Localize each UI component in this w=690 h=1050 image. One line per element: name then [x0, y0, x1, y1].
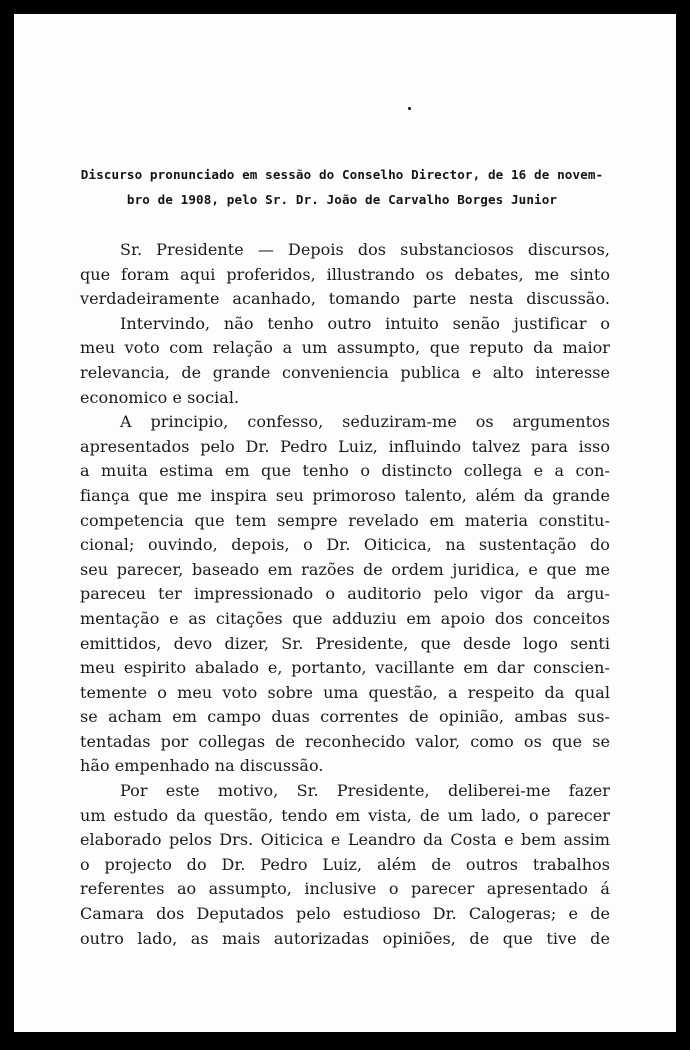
text-line: Intervindo, não tenho outro intuito senão justificar o [120, 313, 610, 333]
text-line: economico e social. [80, 387, 240, 407]
speech-body [80, 238, 610, 951]
text-line: A principio, confesso, seduziram-me os argumentos [120, 412, 610, 432]
text-line: Sr. Presidente — Depois dos substanciosos discursos, [120, 240, 610, 259]
text-line: outro lado, as mais autorizadas opiniões, de que tive de [80, 928, 610, 948]
speech-heading [54, 162, 630, 212]
text-line: competencia que tem sempre revelado em materia constitu- [80, 510, 610, 530]
text-line: temente o meu voto sobre uma questão, a respeito da qual [80, 682, 610, 702]
text-line: fiança que me inspira seu primoroso talento, além da grande [80, 485, 610, 505]
heading-line: Discurso pronunciado em sessão do Conselho Director, de 16 de novem- [80, 167, 604, 182]
text-line: o projecto do Dr. Pedro Luiz, além de outros trabalhos [80, 854, 610, 874]
document-page [14, 14, 676, 1032]
text-line: verdadeiramente acanhado, tomando parte nesta discussão. [80, 289, 610, 309]
text-line: a muita estima em que tenho o distincto collega e a con- [80, 461, 610, 481]
text-line: Camara dos Deputados pelo estudioso Dr. Calogeras; e de [80, 904, 610, 924]
text-line: tentadas por collegas de reconhecido valor, como os que se [80, 731, 610, 751]
text-line: apresentados pelo Dr. Pedro Luiz, influindo talvez para isso [80, 436, 610, 456]
heading-line: bro de 1908, pelo Sr. Dr. João de Carvalho Borges Junior [126, 192, 558, 207]
text-line: cional; ouvindo, depois, o Dr. Oiticica, na sustentação do [80, 535, 610, 555]
ink-speck [408, 107, 411, 110]
text-line: se acham em campo duas correntes de opinião, ambas sus- [80, 707, 610, 727]
text-line: elaborado pelos Drs. Oiticica e Leandro da Costa e bem assim [80, 830, 610, 850]
text-line: um estudo da questão, tendo em vista, de um lado, o parecer [80, 805, 610, 825]
text-line: emittidos, devo dizer, Sr. Presidente, que desde logo senti [80, 633, 610, 653]
text-line: Por este motivo, Sr. Presidente, deliberei-me fazer [120, 781, 610, 801]
text-line: hão empenhado na discussão. [80, 756, 324, 776]
text-line: mentação e as citações que adduziu em apoio dos conceitos [80, 608, 610, 628]
text-line: seu parecer, baseado em razões de ordem juridica, e que me [80, 559, 610, 579]
text-line: relevancia, de grande conveniencia publica e alto interesse [80, 362, 610, 382]
text-line: meu espirito abalado e, portanto, vacillante em dar conscien- [80, 658, 610, 678]
text-line: pareceu ter impressionado o auditorio pelo vigor da argu- [80, 584, 610, 604]
text-line: referentes ao assumpto, inclusive o parecer apresentado á [80, 879, 610, 899]
text-line: meu voto com relação a um assumpto, que reputo da maior [80, 338, 610, 358]
text-line: que foram aqui proferidos, illustrando os debates, me sinto [80, 264, 610, 284]
